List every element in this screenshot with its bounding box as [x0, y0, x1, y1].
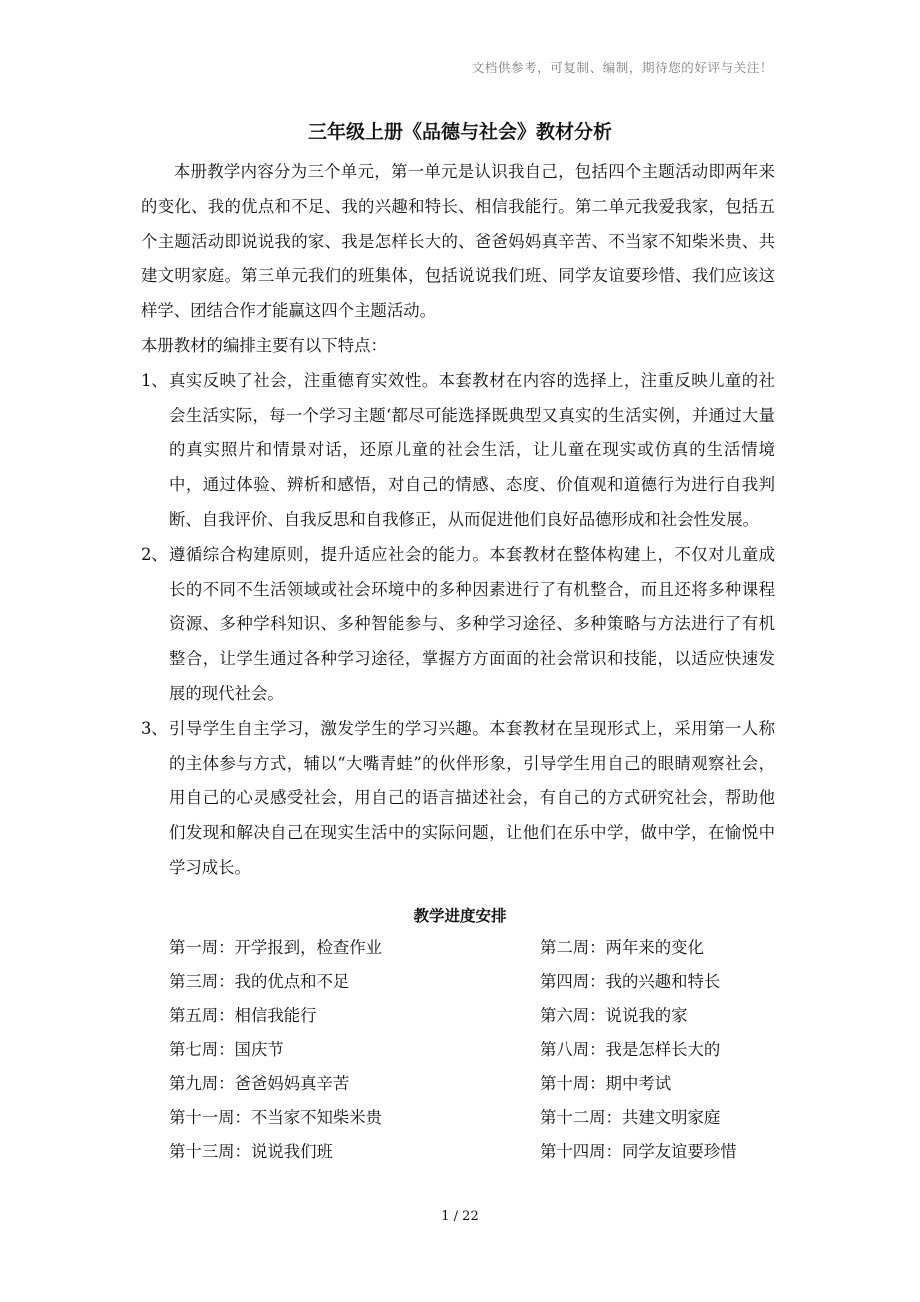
schedule-row	[169, 1033, 769, 1067]
schedule-row	[169, 965, 769, 999]
document-title: 三年级上册《品德与社会》教材分析	[307, 121, 612, 143]
schedule-week-right: 第八周：我是怎样长大的	[540, 1040, 721, 1059]
header-watermark: 文档供参考，可复制、编制，期待您的好评与关注！	[471, 60, 773, 75]
schedule-week-left: 第十一周：不当家不知柴米贵	[169, 1108, 383, 1127]
schedule-week-right: 第十四周：同学友谊要珍惜	[540, 1142, 737, 1161]
schedule-week-left: 第五周：相信我能行	[169, 1006, 317, 1025]
schedule-week-right: 第十周：期中考试	[540, 1074, 672, 1093]
schedule-week-right: 第二周：两年来的变化	[540, 938, 704, 957]
schedule-row	[169, 1135, 769, 1169]
features-lead: 本册教材的编排主要有以下特点：	[141, 335, 387, 355]
feature-text: 遵循综合构建原则，提升适应社会的能力。本套教材在整体构建上，不仅对儿童成长的不同不生活领域或社会环境中的多种因素进行了有机整合，而且还将多种课程资源、多种学科知识、多种智能参与、多种学习途径、多种策略与方法进行了有机整合，让学生通过各种学习途径，掌握方方面面的社会常识和技能，以适应快速发展的现代社会。	[169, 544, 775, 703]
schedule-week-left: 第十三周：说说我们班	[169, 1142, 333, 1161]
feature-item-2	[141, 538, 775, 712]
schedule-title: 教学进度安排	[413, 907, 507, 925]
schedule-row	[169, 931, 769, 965]
feature-text: 引导学生自主学习，激发学生的学习兴趣。本套教材在呈现形式上，采用第一人称的主体参与方式，辅以“大嘴青蛙”的伙伴形象，引导学生用自己的眼睛观察社会，用自己的心灵感受社会，用自己的语言描述社会，有自己的方式研究社会，帮助他们发现和解决自己在现实生活中的实际问题，让他们在乐中学，做中学，在愉悦中学习成长。	[169, 718, 775, 877]
schedule-week-left: 第九周：爸爸妈妈真辛苦	[169, 1074, 350, 1093]
schedule-week-right: 第六周：说说我的家	[540, 1006, 688, 1025]
feature-number: 2、	[141, 544, 168, 564]
feature-item-1	[141, 364, 775, 538]
feature-text: 真实反映了社会，注重德育实效性。本套教材在内容的选择上，注重反映儿童的社会生活实际，每一个学习主题‘都尽可能选择既典型又真实的生活实例，并通过大量的真实照片和情景对话，还原儿童的社会生活，让儿童在现实或仿真的生活情境中，通过体验、辨析和感悟，对自己的情感、态度、价值观和道德行为进行自我判断、自我评价、自我反思和自我修正，从而促进他们良好品德形成和社会性发展。	[169, 370, 775, 529]
feature-item-3	[141, 712, 775, 886]
schedule-week-left: 第三周：我的优点和不足	[169, 972, 350, 991]
schedule-week-left: 第七周：国庆节	[169, 1040, 284, 1059]
schedule-row	[169, 1067, 769, 1101]
feature-number: 3、	[141, 718, 168, 738]
schedule-week-left: 第一周：开学报到，检查作业	[169, 938, 383, 957]
intro-paragraph: 本册教学内容分为三个单元，第一单元是认识我自己，包括四个主题活动即两年来的变化、我的优点和不足、我的兴趣和特长、相信我能行。第二单元我爱我家，包括五个主题活动即说说我的家、我是怎样长大的、爸爸妈妈真辛苦、不当家不知柴米贵、共建文明家庭。第三单元我们的班集体，包括说说我们班、同学友谊要珍惜、我们应该这样学、团结合作才能赢这四个主题活动。	[141, 162, 775, 321]
schedule-row	[169, 999, 769, 1033]
schedule-row	[169, 1101, 769, 1135]
page-indicator: 1 / 22	[441, 1209, 479, 1224]
schedule-table	[169, 931, 769, 1169]
document-body	[141, 155, 775, 886]
schedule-week-right: 第四周：我的兴趣和特长	[540, 972, 721, 991]
schedule-week-right: 第十二周：共建文明家庭	[540, 1108, 721, 1127]
feature-number: 1、	[141, 370, 168, 390]
